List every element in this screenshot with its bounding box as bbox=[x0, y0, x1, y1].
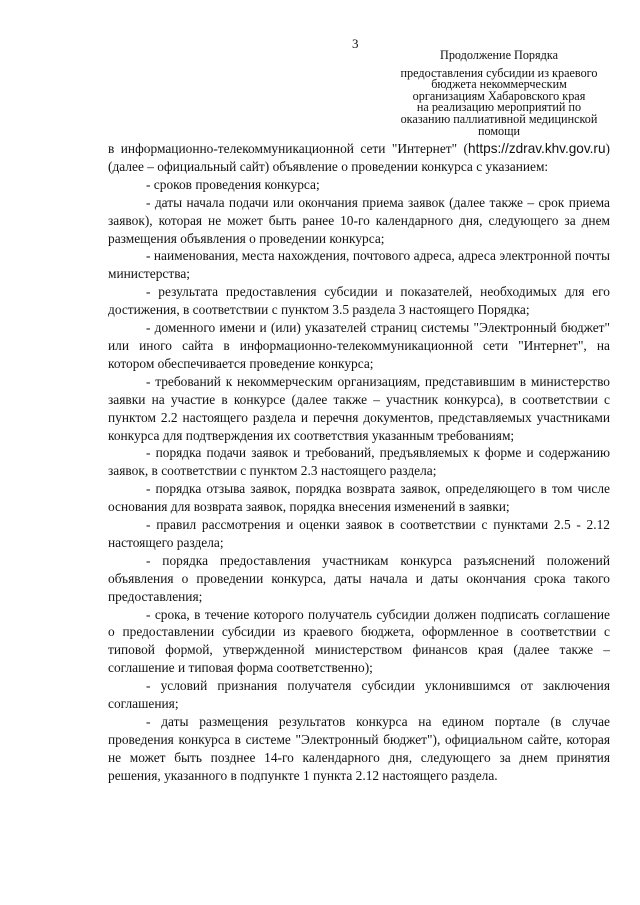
list-item: - требований к некоммерческим организациям, представившим в министерство заявки на участие в конкурсе (далее также – участник конкурса), в соответствии с пунктом 2.2 настоящего раздела и перечня документов, представляемых участниками конкурса для подтверждения их соответствия указанным требованиям; bbox=[108, 373, 610, 443]
header-line: на реализацию мероприятий по bbox=[416, 100, 582, 115]
official-site-url: https://zdrav.khv.gov.ru bbox=[468, 141, 606, 156]
header-line: организациям Хабаровского края bbox=[412, 88, 586, 103]
list-item: - срока, в течение которого получатель субсидии должен подписать соглашение о предоставлении субсидии из краевого бюджета, оформленное в соответствии с типовой формой, утвержденной министерством финансов края (далее также – соглашение и типовая форма соответственно); bbox=[108, 606, 610, 676]
document-body bbox=[108, 140, 610, 785]
list-item: - даты размещения результатов конкурса на едином портале (в случае проведения конкурса в системе "Электронный бюджет"), официальном сайте, которая не может быть позднее 14-го календарного дня, следующего за днем принятия решения, указанного в подпункте 1 пункта 2.12 настоящего раздела. bbox=[108, 714, 610, 783]
list-item: - результата предоставления субсидии и показателей, необходимых для его достижения, в соответствии с пунктом 3.5 раздела 3 настоящего Порядка; bbox=[108, 284, 610, 318]
list-item: - порядка предоставления участникам конкурса разъяснений положений объявления о проведении конкурса, даты начала и даты окончания срока такого предоставления; bbox=[108, 552, 610, 604]
header-line: бюджета некоммерческим bbox=[431, 77, 567, 92]
header-line: помощи bbox=[477, 123, 521, 138]
intro-text-end: ) (далее – официальный сайт) объявление о проведении конкурса с указанием: bbox=[108, 141, 610, 174]
list-item: - правил рассмотрения и оценки заявок в соответствии с пунктами 2.5 - 2.12 настоящего раздела; bbox=[108, 517, 610, 550]
intro-text-start: в информационно-телекоммуникационной сети "Интернет" ( bbox=[108, 141, 469, 156]
header-title: Продолжение Порядка bbox=[440, 48, 558, 62]
list-item: - порядка отзыва заявок, порядка возврата заявок, определяющего в том числе основания для возврата заявок, порядка внесения изменений в заявки; bbox=[108, 481, 610, 515]
page-number: 3 bbox=[352, 36, 359, 51]
continuation-header bbox=[388, 50, 610, 137]
header-line: предоставления субсидии из краевого bbox=[400, 65, 598, 80]
list-item: - даты начала подачи или окончания приема заявок (далее также – срок приема заявок), которая не может быть ранее 10-го календарного дня, следующего за днем размещения объявления о проведении конкурса; bbox=[108, 194, 610, 246]
list-item: - наименования, места нахождения, почтового адреса, адреса электронной почты министерства; bbox=[108, 248, 610, 282]
header-line: оказанию паллиативной медицинской bbox=[400, 111, 598, 126]
list-item: - доменного имени и (или) указателей страниц системы "Электронный бюджет" или иного сайта в информационно-телекоммуникационной сети "Интернет", на котором обеспечивается проведение конкурса; bbox=[108, 320, 610, 371]
list-item: - условий признания получателя субсидии уклонившимся от заключения соглашения; bbox=[108, 678, 610, 712]
list-item: - сроков проведения конкурса; bbox=[146, 176, 320, 192]
intro-paragraph bbox=[108, 140, 610, 176]
list-item: - порядка подачи заявок и требований, предъявляемых к форме и содержанию заявок, в соответствии с пунктом 2.3 настоящего раздела; bbox=[108, 445, 610, 479]
